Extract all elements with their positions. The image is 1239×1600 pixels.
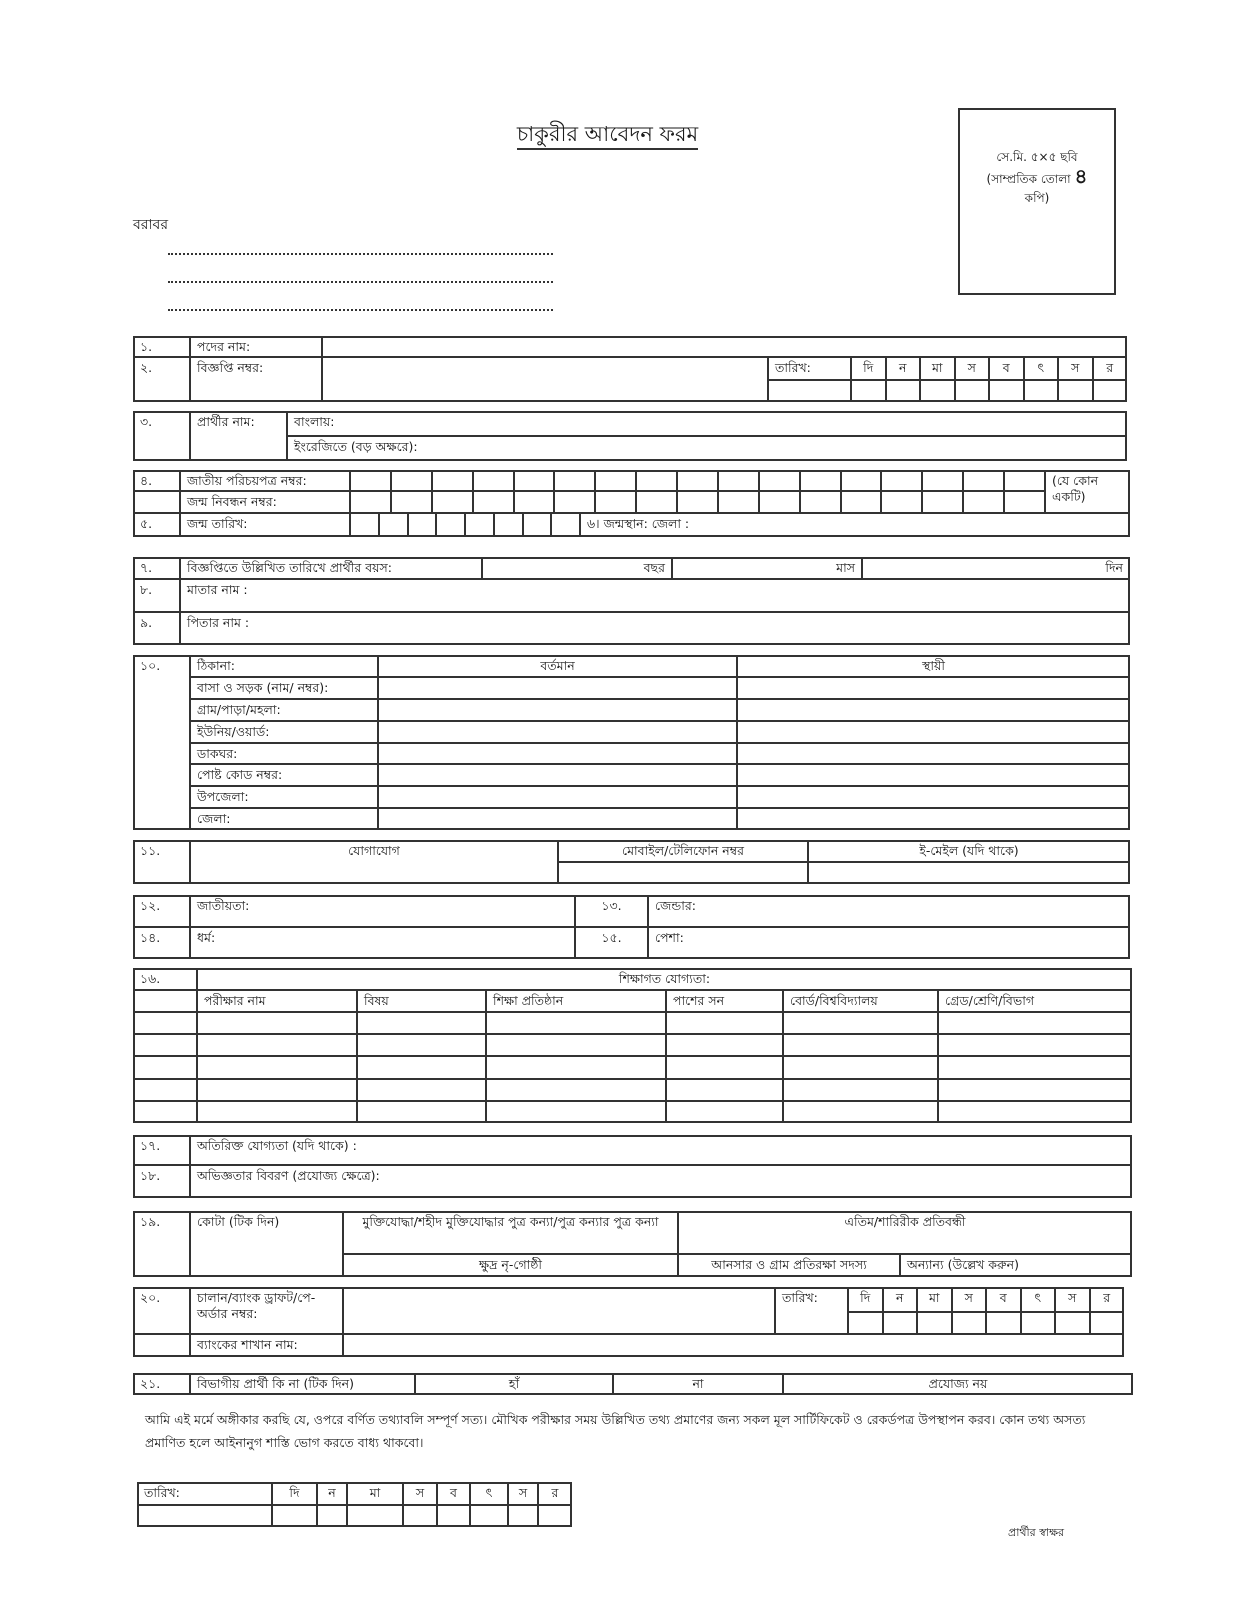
nid-digit-box[interactable] bbox=[432, 470, 473, 491]
permanent-address-input[interactable] bbox=[737, 808, 1130, 830]
signature-date-box-label: দি bbox=[272, 1482, 317, 1505]
permanent-address-input[interactable] bbox=[737, 743, 1130, 765]
challan-date-box-label: ব bbox=[986, 1287, 1021, 1312]
addressee-line-3[interactable] bbox=[168, 308, 553, 311]
education-cell[interactable] bbox=[197, 1101, 357, 1123]
nid-digit-box[interactable] bbox=[1004, 470, 1045, 491]
circular-date-box-label: মা bbox=[920, 357, 955, 380]
birth-district-field[interactable]: ৬। জন্মস্থান: জেলা : bbox=[580, 513, 1130, 537]
circular-date-input-2[interactable] bbox=[920, 380, 955, 402]
nid-digit-box[interactable] bbox=[473, 470, 514, 491]
item-number: ৮. bbox=[133, 579, 180, 612]
nid-digit-box[interactable] bbox=[554, 470, 595, 491]
education-cell[interactable] bbox=[357, 1079, 486, 1101]
item-number: ১৬. bbox=[133, 968, 197, 990]
contact-label: যোগাযোগ bbox=[190, 840, 558, 884]
age-year-input[interactable]: বছর bbox=[482, 557, 672, 579]
circular-number-input[interactable] bbox=[322, 357, 768, 402]
birth-reg-digit-box[interactable] bbox=[841, 491, 882, 513]
education-cell[interactable] bbox=[938, 1012, 1132, 1034]
present-address-input[interactable] bbox=[378, 743, 737, 765]
circular-date-input-0[interactable] bbox=[851, 380, 886, 402]
circular-date-input-5[interactable] bbox=[1024, 380, 1059, 402]
education-cell[interactable] bbox=[486, 1012, 666, 1034]
challan-date-box-label: মা bbox=[917, 1287, 952, 1312]
nid-digit-box[interactable] bbox=[800, 470, 841, 491]
email-header: ই-মেইল (যদি থাকে) bbox=[808, 840, 1130, 862]
permanent-address-header: স্থায়ী bbox=[737, 655, 1130, 677]
education-cell[interactable] bbox=[783, 1101, 938, 1123]
circular-date-box-label: ন bbox=[886, 357, 921, 380]
birth-reg-digit-box[interactable] bbox=[391, 491, 432, 513]
birth-reg-digit-box[interactable] bbox=[554, 491, 595, 513]
education-header: শিক্ষাগত যোগ্যতা: bbox=[197, 968, 1132, 990]
birth-date-box[interactable] bbox=[523, 513, 552, 537]
nid-digit-box[interactable] bbox=[636, 470, 677, 491]
address-label: ঠিকানা: bbox=[190, 655, 378, 677]
form-title-text: চাকুরীর আবেদন ফরম bbox=[517, 122, 698, 150]
education-cell bbox=[133, 1079, 197, 1101]
education-cell[interactable] bbox=[197, 1012, 357, 1034]
permanent-address-input[interactable] bbox=[737, 677, 1130, 699]
name-english-input[interactable]: ইংরেজিতে (বড় অক্ষরে): bbox=[287, 436, 1127, 461]
circular-date-input-4[interactable] bbox=[989, 380, 1024, 402]
permanent-address-input[interactable] bbox=[737, 764, 1130, 786]
birth-date-box[interactable] bbox=[350, 513, 379, 537]
address-row-label: ডাকঘর: bbox=[190, 743, 378, 765]
item-number: ১৫. bbox=[575, 927, 648, 959]
birth-date-box[interactable] bbox=[494, 513, 523, 537]
birth-reg-digit-box[interactable] bbox=[1004, 491, 1045, 513]
education-cell[interactable] bbox=[666, 1101, 783, 1123]
item-number: ১৩. bbox=[575, 895, 648, 927]
photo-copy-text: কপি) bbox=[1024, 191, 1050, 205]
nid-digit-box[interactable] bbox=[718, 470, 759, 491]
birth-reg-digit-box[interactable] bbox=[473, 491, 514, 513]
education-cell[interactable] bbox=[357, 1101, 486, 1123]
education-cell bbox=[133, 1056, 197, 1078]
item-number: ১৯. bbox=[133, 1211, 190, 1277]
nid-digit-box[interactable] bbox=[922, 470, 963, 491]
permanent-address-input[interactable] bbox=[737, 721, 1130, 743]
signature-date-box-label: স bbox=[508, 1482, 538, 1505]
post-name-label: পদের নাম: bbox=[190, 336, 322, 357]
address-row-label: জেলা: bbox=[190, 808, 378, 830]
circular-date-box-label: ব bbox=[989, 357, 1024, 380]
education-column-header: শিক্ষা প্রতিষ্ঠান bbox=[486, 990, 666, 1012]
departmental-no-option[interactable]: না bbox=[613, 1373, 783, 1395]
education-cell[interactable] bbox=[666, 1056, 783, 1078]
education-cell[interactable] bbox=[783, 1079, 938, 1101]
education-cell[interactable] bbox=[666, 1079, 783, 1101]
education-column-header: পাশের সন bbox=[666, 990, 783, 1012]
birth-reg-digit-box[interactable] bbox=[677, 491, 718, 513]
item-number: ৭. bbox=[133, 557, 180, 579]
item-number: ২১. bbox=[133, 1373, 190, 1395]
age-label: বিজ্ঞপ্তিতে উল্লিখিত তারিখে প্রার্থীর বয়স: bbox=[180, 557, 482, 579]
challan-date-box-label: র bbox=[1090, 1287, 1125, 1312]
nationality-field[interactable]: জাতীয়তা: bbox=[190, 895, 575, 927]
nid-digit-box[interactable] bbox=[881, 470, 922, 491]
circular-date-input-3[interactable] bbox=[955, 380, 990, 402]
declaration-text: আমি এই মর্মে অঙ্গীকার করছি যে, ওপরে বর্ণিত তথ্যাবলি সম্পূর্ণ সত্য। মৌখিক পরীক্ষার সময় উল্লিখিত তথ্য প্রমাণের জন্য সকল মূল সার্টিফিকেট ও রেকর্ডপত্র উপস্থাপন করব। কোন তথ্য অসত্য প্রমাণিত হলে আইনানুগ শাস্তি ভোগ করতে বাধ্য থাকবো। bbox=[145, 1412, 1086, 1450]
applicant-name-label: প্রার্থীর নাম: bbox=[190, 411, 287, 461]
address-row-label: পোষ্ট কোড নম্বর: bbox=[190, 764, 378, 786]
birth-date-box[interactable] bbox=[551, 513, 580, 537]
item-number: ১৭. bbox=[133, 1135, 190, 1165]
address-row-label: ইউনিয়/ওয়ার্ড: bbox=[190, 721, 378, 743]
experience-field[interactable]: অভিজ্ঞতার বিবরণ (প্রযোজ্য ক্ষেত্রে): bbox=[190, 1165, 1132, 1198]
education-cell[interactable] bbox=[938, 1079, 1132, 1101]
present-address-input[interactable] bbox=[378, 699, 737, 721]
signature-date-input[interactable] bbox=[470, 1505, 508, 1527]
departmental-yes-option[interactable]: হাঁ bbox=[415, 1373, 613, 1395]
nid-digit-box[interactable] bbox=[350, 470, 391, 491]
birth-date-box[interactable] bbox=[436, 513, 465, 537]
address-row-label: বাসা ও সড়ক (নাম/ নম্বর): bbox=[190, 677, 378, 699]
signature-label: প্রার্থীর স্বাক্ষর bbox=[1008, 1526, 1065, 1539]
education-cell[interactable] bbox=[938, 1101, 1132, 1123]
education-cell[interactable] bbox=[357, 1012, 486, 1034]
item-number: ১০. bbox=[133, 655, 190, 830]
circular-date-input-1[interactable] bbox=[886, 380, 921, 402]
challan-date-box-label: স bbox=[1055, 1287, 1090, 1312]
permanent-address-input[interactable] bbox=[737, 786, 1130, 808]
education-cell[interactable] bbox=[486, 1101, 666, 1123]
birth-date-label: জন্ম তারিখ: bbox=[180, 513, 350, 537]
signature-date-label: তারিখ: bbox=[137, 1482, 272, 1505]
birth-date-box[interactable] bbox=[465, 513, 494, 537]
education-cell[interactable] bbox=[486, 1079, 666, 1101]
item-number: ১৮. bbox=[133, 1165, 190, 1198]
education-column-header: পরীক্ষার নাম bbox=[197, 990, 357, 1012]
education-column-header: বিষয় bbox=[357, 990, 486, 1012]
circular-date-box-label: দি bbox=[851, 357, 886, 380]
item-number: ৩. bbox=[133, 411, 190, 461]
nid-digit-box[interactable] bbox=[963, 470, 1004, 491]
item-number: ৪. bbox=[133, 470, 180, 491]
education-cell bbox=[133, 1101, 197, 1123]
circular-date-input-6[interactable] bbox=[1058, 380, 1093, 402]
quota-ethnic-option[interactable]: ক্ষুদ্র নৃ-গোষ্ঠী bbox=[343, 1254, 678, 1277]
quota-orphan-option[interactable]: এতিম/শারিরীক প্রতিবন্ধী bbox=[678, 1211, 1132, 1254]
item-number: ১১. bbox=[133, 840, 190, 884]
challan-date-input-6[interactable] bbox=[1055, 1312, 1090, 1334]
nid-digit-box[interactable] bbox=[759, 470, 800, 491]
quota-other-option[interactable]: অন্যান্য (উল্লেখ করুন) bbox=[900, 1254, 1132, 1277]
mother-name-field[interactable]: মাতার নাম : bbox=[180, 579, 1130, 612]
birth-reg-digit-box[interactable] bbox=[636, 491, 677, 513]
birth-reg-label: জন্ম নিবন্ধন নম্বর: bbox=[180, 491, 350, 513]
nid-label: জাতীয় পরিচয়পত্র নম্বর: bbox=[180, 470, 350, 491]
item-number: ৯. bbox=[133, 612, 180, 645]
challan-date-label: তারিখ: bbox=[775, 1287, 848, 1334]
education-cell[interactable] bbox=[783, 1034, 938, 1056]
education-column-header: গ্রেড/শ্রেণি/বিভাগ bbox=[938, 990, 1132, 1012]
education-cell[interactable] bbox=[197, 1034, 357, 1056]
signature-date-input[interactable] bbox=[347, 1505, 403, 1527]
age-month-input[interactable]: মাস bbox=[672, 557, 862, 579]
birth-reg-digit-box[interactable] bbox=[350, 491, 391, 513]
present-address-input[interactable] bbox=[378, 808, 737, 830]
photo-size-text: সে.মি. ৫×৫ ছবি bbox=[996, 150, 1078, 164]
challan-date-box-label: ৎ bbox=[1021, 1287, 1056, 1312]
education-column-header: বোর্ড/বিশ্ববিদ্যালয় bbox=[783, 990, 938, 1012]
education-cell[interactable] bbox=[197, 1079, 357, 1101]
education-blank bbox=[133, 990, 197, 1012]
birth-reg-digit-box[interactable] bbox=[595, 491, 636, 513]
challan-date-input-1[interactable] bbox=[883, 1312, 918, 1334]
circular-date-label: তারিখ: bbox=[768, 357, 851, 380]
nid-digit-box[interactable] bbox=[595, 470, 636, 491]
education-cell[interactable] bbox=[486, 1034, 666, 1056]
quota-freedom-fighter-option[interactable]: মুক্তিযোদ্ধা/শহীদ মুক্তিযোদ্ধার পুত্র কন্যা/পুত্র কন্যার পুত্র কন্যা bbox=[343, 1211, 678, 1254]
religion-field[interactable]: ধর্ম: bbox=[190, 927, 575, 959]
additional-qualification-field[interactable]: অতিরিক্ত যোগ্যতা (যদি থাকে) : bbox=[190, 1135, 1132, 1165]
birth-date-box[interactable] bbox=[408, 513, 437, 537]
departmental-na-option[interactable]: প্রযোজ্য নয় bbox=[783, 1373, 1133, 1395]
circular-date-spacer bbox=[768, 380, 851, 402]
nid-digit-box[interactable] bbox=[677, 470, 718, 491]
email-input[interactable] bbox=[808, 862, 1130, 884]
item-number: ৫. bbox=[133, 513, 180, 537]
circular-date-box-label: র bbox=[1093, 357, 1128, 380]
nid-digit-box[interactable] bbox=[841, 470, 882, 491]
birth-reg-digit-box[interactable] bbox=[432, 491, 473, 513]
circular-date-input-7[interactable] bbox=[1093, 380, 1128, 402]
challan-date-input-2[interactable] bbox=[917, 1312, 952, 1334]
education-cell[interactable] bbox=[357, 1034, 486, 1056]
nid-digit-box[interactable] bbox=[391, 470, 432, 491]
signature-date-spacer bbox=[137, 1505, 272, 1527]
signature-date-box-label: মা bbox=[347, 1482, 403, 1505]
signature-date-box-label: ন bbox=[317, 1482, 347, 1505]
phone-input[interactable] bbox=[558, 862, 808, 884]
quota-ansar-option[interactable]: আনসার ও গ্রাম প্রতিরক্ষা সদস্য bbox=[678, 1254, 900, 1277]
signature-date-input[interactable] bbox=[272, 1505, 317, 1527]
address-row-label: গ্রাম/পাড়া/মহলা: bbox=[190, 699, 378, 721]
name-bangla-input[interactable]: বাংলায়: bbox=[287, 411, 1127, 436]
item-number: ২. bbox=[133, 357, 190, 402]
bank-branch-label: ব্যাংকের শাখান নাম: bbox=[190, 1334, 343, 1357]
father-name-field[interactable]: পিতার নাম : bbox=[180, 612, 1130, 645]
education-cell[interactable] bbox=[783, 1056, 938, 1078]
id-choice-note: (যে কোন একটি) bbox=[1045, 470, 1130, 513]
education-cell[interactable] bbox=[783, 1012, 938, 1034]
present-address-input[interactable] bbox=[378, 721, 737, 743]
phone-header: মোবাইল/টেলিফোন নম্বর bbox=[558, 840, 808, 862]
challan-label: চালান/ব্যাংক ড্রাফট/পে-অর্ডার নম্বর: bbox=[190, 1287, 343, 1334]
birth-reg-digit-box[interactable] bbox=[759, 491, 800, 513]
item-number: ১৪. bbox=[133, 927, 190, 959]
present-address-input[interactable] bbox=[378, 786, 737, 808]
challan-date-box-label: দি bbox=[848, 1287, 883, 1312]
signature-date-input[interactable] bbox=[317, 1505, 347, 1527]
departmental-candidate-label: বিভাগীয় প্রার্থী কি না (টিক দিন) bbox=[190, 1373, 415, 1395]
photo-note: (সাম্প্রতিক তোলা bbox=[986, 172, 1071, 186]
circular-number-label: বিজ্ঞপ্তি নম্বর: bbox=[190, 357, 322, 402]
post-name-input[interactable] bbox=[322, 336, 1127, 357]
signature-date-input[interactable] bbox=[508, 1505, 538, 1527]
gender-field[interactable]: জেন্ডার: bbox=[648, 895, 1130, 927]
age-day-input[interactable]: দিন bbox=[862, 557, 1130, 579]
birth-reg-digit-box[interactable] bbox=[922, 491, 963, 513]
birth-reg-digit-box[interactable] bbox=[800, 491, 841, 513]
education-cell bbox=[133, 1012, 197, 1034]
addressee-line-2[interactable] bbox=[168, 280, 553, 283]
photo-note-text bbox=[960, 164, 1114, 189]
present-address-input[interactable] bbox=[378, 677, 737, 699]
item-number: ১২. bbox=[133, 895, 190, 927]
present-address-input[interactable] bbox=[378, 764, 737, 786]
signature-date-box-label: ৎ bbox=[470, 1482, 508, 1505]
circular-date-box-label: ৎ bbox=[1024, 357, 1059, 380]
challan-date-box-label: স bbox=[952, 1287, 987, 1312]
challan-date-input-4[interactable] bbox=[986, 1312, 1021, 1334]
education-cell[interactable] bbox=[197, 1056, 357, 1078]
bank-branch-input[interactable] bbox=[343, 1334, 1124, 1357]
item-number: ২০. bbox=[133, 1287, 190, 1334]
signature-date-input[interactable] bbox=[538, 1505, 572, 1527]
signature-date-box-label: স bbox=[403, 1482, 437, 1505]
birth-reg-digit-box[interactable] bbox=[514, 491, 555, 513]
education-cell[interactable] bbox=[486, 1056, 666, 1078]
signature-date-input[interactable] bbox=[403, 1505, 437, 1527]
birth-reg-digit-box[interactable] bbox=[718, 491, 759, 513]
education-cell[interactable] bbox=[357, 1056, 486, 1078]
photo-box[interactable] bbox=[958, 108, 1116, 295]
item-number: ১. bbox=[133, 336, 190, 357]
item-number-blank bbox=[133, 1334, 190, 1357]
challan-date-input-0[interactable] bbox=[848, 1312, 883, 1334]
quota-label: কোটা (টিক দিন) bbox=[190, 1211, 343, 1277]
challan-date-input-3[interactable] bbox=[952, 1312, 987, 1334]
signature-date-box-label: র bbox=[538, 1482, 572, 1505]
birth-reg-digit-box[interactable] bbox=[963, 491, 1004, 513]
item-number-blank bbox=[133, 491, 180, 513]
signature-date-box-label: ব bbox=[437, 1482, 470, 1505]
permanent-address-input[interactable] bbox=[737, 699, 1130, 721]
challan-date-input-5[interactable] bbox=[1021, 1312, 1056, 1334]
birth-reg-digit-box[interactable] bbox=[881, 491, 922, 513]
circular-date-box-label: স bbox=[1058, 357, 1093, 380]
signature-date-input[interactable] bbox=[437, 1505, 470, 1527]
challan-date-box-label: ন bbox=[883, 1287, 918, 1312]
challan-date-input-7[interactable] bbox=[1090, 1312, 1125, 1334]
education-cell[interactable] bbox=[938, 1056, 1132, 1078]
education-cell[interactable] bbox=[938, 1034, 1132, 1056]
occupation-field[interactable]: পেশা: bbox=[648, 927, 1130, 959]
challan-number-input[interactable] bbox=[343, 1287, 775, 1334]
present-address-header: বর্তমান bbox=[378, 655, 737, 677]
nid-digit-box[interactable] bbox=[514, 470, 555, 491]
addressee-label: বরাবর bbox=[133, 217, 169, 233]
education-cell[interactable] bbox=[666, 1012, 783, 1034]
photo-count: ৪ bbox=[1074, 164, 1088, 188]
education-cell bbox=[133, 1034, 197, 1056]
birth-date-box[interactable] bbox=[379, 513, 408, 537]
address-row-label: উপজেলা: bbox=[190, 786, 378, 808]
addressee-line-1[interactable] bbox=[168, 252, 553, 255]
circular-date-box-label: স bbox=[955, 357, 990, 380]
education-cell[interactable] bbox=[666, 1034, 783, 1056]
